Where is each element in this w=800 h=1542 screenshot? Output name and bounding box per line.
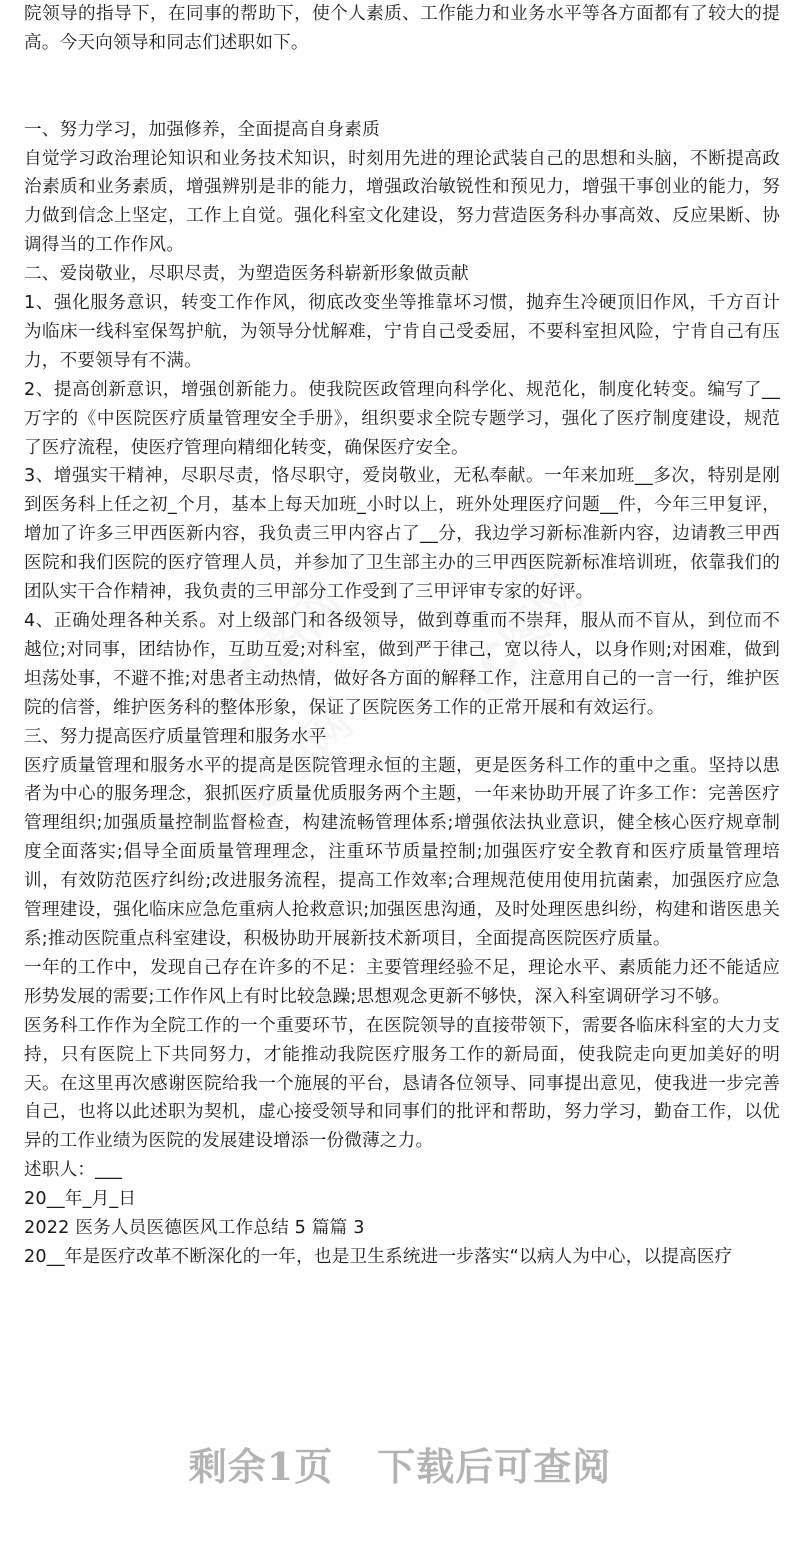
- download-prompt[interactable]: [0, 1436, 800, 1491]
- paragraph: 2、提高创新意识，增强创新能力。使我院医政管理向科学化、规范化，制度化转变。编写了__万字的《中医院医疗质量管理安全手册》，组织要求全院专题学习，强化了医疗制度建设，规范了医疗流程，使医疗管理向精细化转变，确保医疗安全。: [24, 379, 780, 458]
- blank-spacer: [24, 58, 780, 116]
- section-heading: 二、爱岗敬业，尽职尽责，为塑造医务科崭新形象做贡献: [24, 264, 469, 285]
- paragraph: 1、强化服务意识，转变工作作风，彻底改变坐等推靠坏习惯，抛弃生冷硬顶旧作风，千方百计为临床一线科室保驾护航，为领导分忧解难，宁肯自己受委屈，不要科室担风险，宁肯自己有压力，不要领导有不满。: [24, 293, 780, 371]
- download-to-view-label: 下载后可查阅: [377, 1444, 612, 1489]
- section-heading: 一、努力学习，加强修养，全面提高自身素质: [24, 119, 380, 140]
- paragraph: 一年的工作中，发现自己存在许多的不足：主要管理经验不足，理论水平、素质能力还不能适应形势发展的需要;工作作风上有时比较急躁;思想观念更新不够快，深入科室调研学习不够。: [24, 957, 780, 1007]
- paragraph: 院领导的指导下，在同事的帮助下，使个人素质、工作能力和业务水平等各方面都有了较大的提高。今天向领导和同志们述职如下。: [24, 4, 780, 53]
- document-body: [24, 0, 780, 1272]
- paragraph: 4、正确处理各种关系。对上级部门和各级领导，做到尊重而不崇拜，服从而不盲从，到位而不越位;对同事，团结协作，互助互爱;对科室，做到严于律己，宽以待人，以身作则;对困难，做到坦荡处事，不避不推;对患者主动热情，做好各方面的解释工作，注意用自己的一言一行，维护医院的信誉，维护医务科的整体形象，保证了医院医务工作的正常开展和有效运行。: [24, 611, 780, 718]
- paragraph: 自觉学习政治理论知识和业务技术知识，时刻用先进的理论武装自己的思想和头脑，不断提高政治素质和业务素质，增强辨别是非的能力，增强政治敏锐性和预见力，增强干事创业的能力，努力做到信念上坚定，工作上自觉。强化科室文化建设，努力营造医务科办事高效、反应果断、协调得当的工作作风。: [24, 148, 780, 256]
- remaining-pages-label: 剩余1页: [188, 1444, 334, 1489]
- paragraph: 3、增强实干精神，尽职尽责，恪尽职守，爱岗敬业，无私奉献。一年来加班__多次，特别是刚到医务科上任之初_个月，基本上每天加班_小时以上，班外处理医疗问题__件，今年三甲复评，增加了许多三甲西医新内容，我负责三甲内容占了__分，我边学习新标准新内容，边请教三甲西医院和我们医院的医疗管理人员，并参加了卫生部主办的三甲西医院新标准培训班，依靠我们的团队实干合作精神，我负责的三甲部分工作受到了三甲评审专家的好评。: [24, 466, 780, 603]
- signature-line: 述职人：___: [24, 1160, 123, 1181]
- article-title: 2022 医务人员医德医风工作总结 5 篇篇 3: [24, 1218, 365, 1239]
- paragraph: 20__年是医疗改革不断深化的一年，也是卫生系统进一步落实“以病人为中心，以提高医疗: [24, 1246, 733, 1267]
- section-heading: 三、努力提高医疗质量管理和服务水平: [24, 726, 327, 747]
- date-line: 20__年_月_日: [24, 1189, 137, 1210]
- paragraph: 医疗质量管理和服务水平的提高是医院管理永恒的主题，更是医务科工作的重中之重。坚持以患者为中心的服务理念，狠抓医疗质量优质服务两个主题，一年来协助开展了许多工作：完善医疗管理组织;加强质量控制监督检查，构建流畅管理体系;增强依法执业意识，健全核心医疗规章制度全面落实;倡导全面质量管理理念，注重环节质量控制;加强医疗安全教育和医疗质量管理培训，有效防范医疗纠纷;改进服务流程，提高工作效率;合理规范使用使用抗菌素，加强医疗应急管理建设，强化临床应急危重病人抢救意识;加强医患沟通，及时处理医患纠纷，构建和谐医患关系;推动医院重点科室建设，积极协助开展新技术新项目，全面提高医院医疗质量。: [24, 755, 780, 949]
- paragraph: 医务科工作作为全院工作的一个重要环节，在医院领导的直接带领下，需要各临床科室的大力支持，只有医院上下共同努力，才能推动我院医疗服务工作的新局面，使我院走向更加美好的明天。在这里再次感谢医院给我一个施展的平台，恳请各位领导、同事提出意见，使我进一步完善自己，也将以此述职为契机，虚心接受领导和同事们的批评和帮助，努力学习，勤奋工作，以优异的工作业绩为医院的发展建设增添一份微薄之力。: [24, 1015, 780, 1152]
